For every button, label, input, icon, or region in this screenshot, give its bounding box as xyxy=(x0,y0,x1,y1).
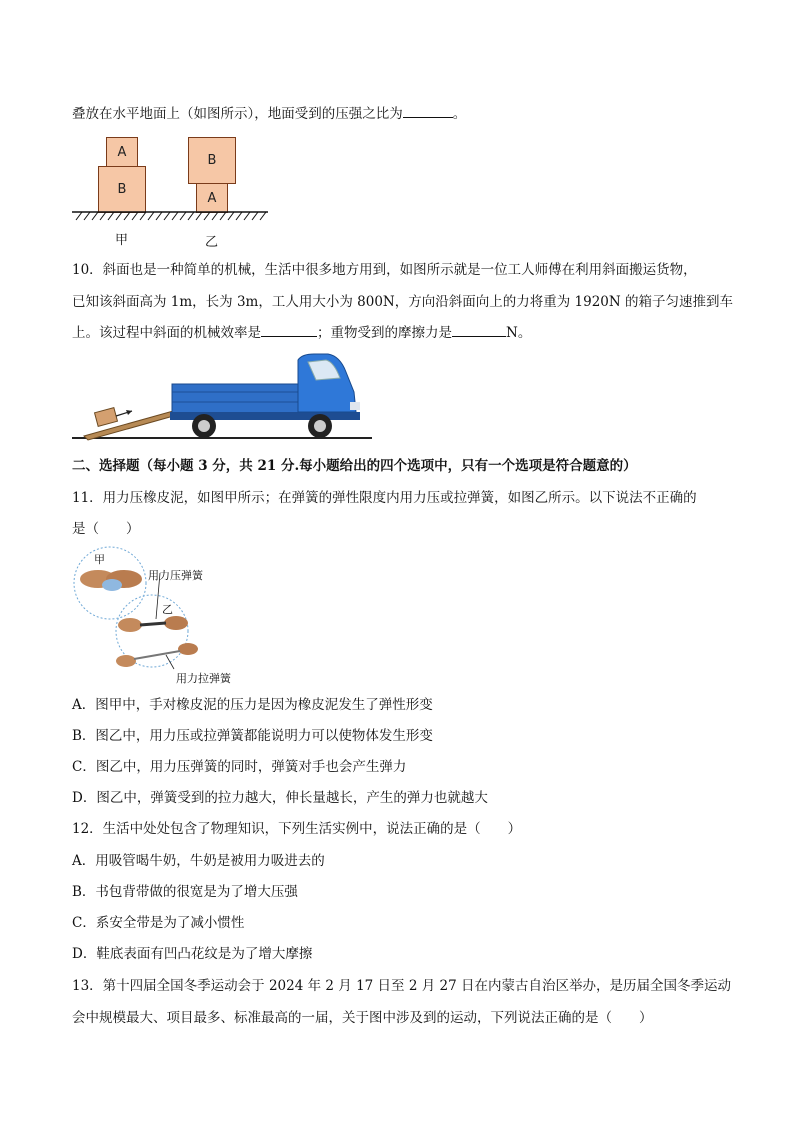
label-yi: 乙 xyxy=(162,603,173,616)
q11-option-a[interactable]: A．图甲中，手对橡皮泥的压力是因为橡皮泥发生了弹性形变 xyxy=(72,697,433,713)
q10-line-2: 已知该斜面高为 1m，长为 3m，工人用大小为 800N，方向沿斜面向上的力将重为 1920N 的箱子匀速推到车 xyxy=(72,294,733,310)
q9-text-line xyxy=(72,103,466,124)
q11-option-d[interactable]: D．图乙中，弹簧受到的拉力越大，伸长量越长，产生的弹力也就越大 xyxy=(72,790,488,806)
q11-line-2: 是（ ） xyxy=(72,521,140,537)
q13-line-2: 会中规模最大、项目最多、标准最高的一届，关于图中涉及到的运动，下列说法正确的是（ ） xyxy=(72,1010,653,1026)
right-box-a: A xyxy=(196,183,228,213)
truck-ramp-figure xyxy=(70,350,380,445)
q12-option-a[interactable]: A．用吸管喝牛奶，牛奶是被用力吸进去的 xyxy=(72,853,325,869)
q11-option-c[interactable]: C．图乙中，用力压弹簧的同时，弹簧对手也会产生弹力 xyxy=(72,759,407,775)
q10-line-1: 10．斜面也是一种简单的机械，生活中很多地方用到，如图所示就是一位工人师傅在利用斜面搬运货物， xyxy=(72,262,697,278)
label-jia: 甲 xyxy=(94,553,105,566)
q9-text: 叠放在水平地面上（如图所示），地面受到的压强之比为 xyxy=(72,106,403,122)
caption-yi: 乙 xyxy=(205,235,219,250)
q9-figure xyxy=(72,135,272,250)
left-box-a: A xyxy=(106,137,138,167)
q11-option-b[interactable]: B．图乙中，用力压或拉弹簧都能说明力可以使物体发生形变 xyxy=(72,728,433,744)
q12-option-b[interactable]: B．书包背带做的很宽是为了增大压强 xyxy=(72,884,298,900)
q10-friction-blank[interactable] xyxy=(452,322,506,337)
q10-text-a: 上。该过程中斜面的机械效率是 xyxy=(72,325,261,341)
q9-answer-blank[interactable] xyxy=(403,103,453,118)
ground-hatch xyxy=(72,211,272,223)
q10-text-c: N。 xyxy=(506,325,532,341)
q10-efficiency-blank[interactable] xyxy=(261,322,317,337)
q9-end: 。 xyxy=(452,106,467,122)
q11-line-1: 11．用力压橡皮泥，如图甲所示；在弹簧的弹性限度内用力压或拉弹簧，如图乙所示。以下说法不正确的 xyxy=(72,490,697,506)
q10-line-3 xyxy=(72,322,531,343)
right-box-b: B xyxy=(188,137,236,184)
q10-text-b: ；重物受到的摩擦力是 xyxy=(317,325,452,341)
label-pull-spring: 用力拉弹簧 xyxy=(176,672,231,685)
caption-jia: 甲 xyxy=(115,233,129,248)
label-press-spring: 用力压弹簧 xyxy=(148,569,203,582)
q11-figure xyxy=(72,545,232,685)
q12-option-d[interactable]: D．鞋底表面有凹凸花纹是为了增大摩擦 xyxy=(72,946,313,962)
q13-line-1: 13．第十四届全国冬季运动会于 2024 年 2 月 17 日至 2 月 27 日在内蒙古自治区举办，是历届全国冬季运动 xyxy=(72,978,731,994)
section-2-heading: 二、选择题（每小题 3 分，共 21 分.每小题给出的四个选项中，只有一个选项是符合题意的） xyxy=(72,458,637,474)
q12-line-1: 12．生活中处处包含了物理知识，下列生活实例中，说法正确的是（ ） xyxy=(72,821,522,837)
left-box-b: B xyxy=(98,166,146,213)
q12-option-c[interactable]: C．系安全带是为了减小惯性 xyxy=(72,915,245,931)
